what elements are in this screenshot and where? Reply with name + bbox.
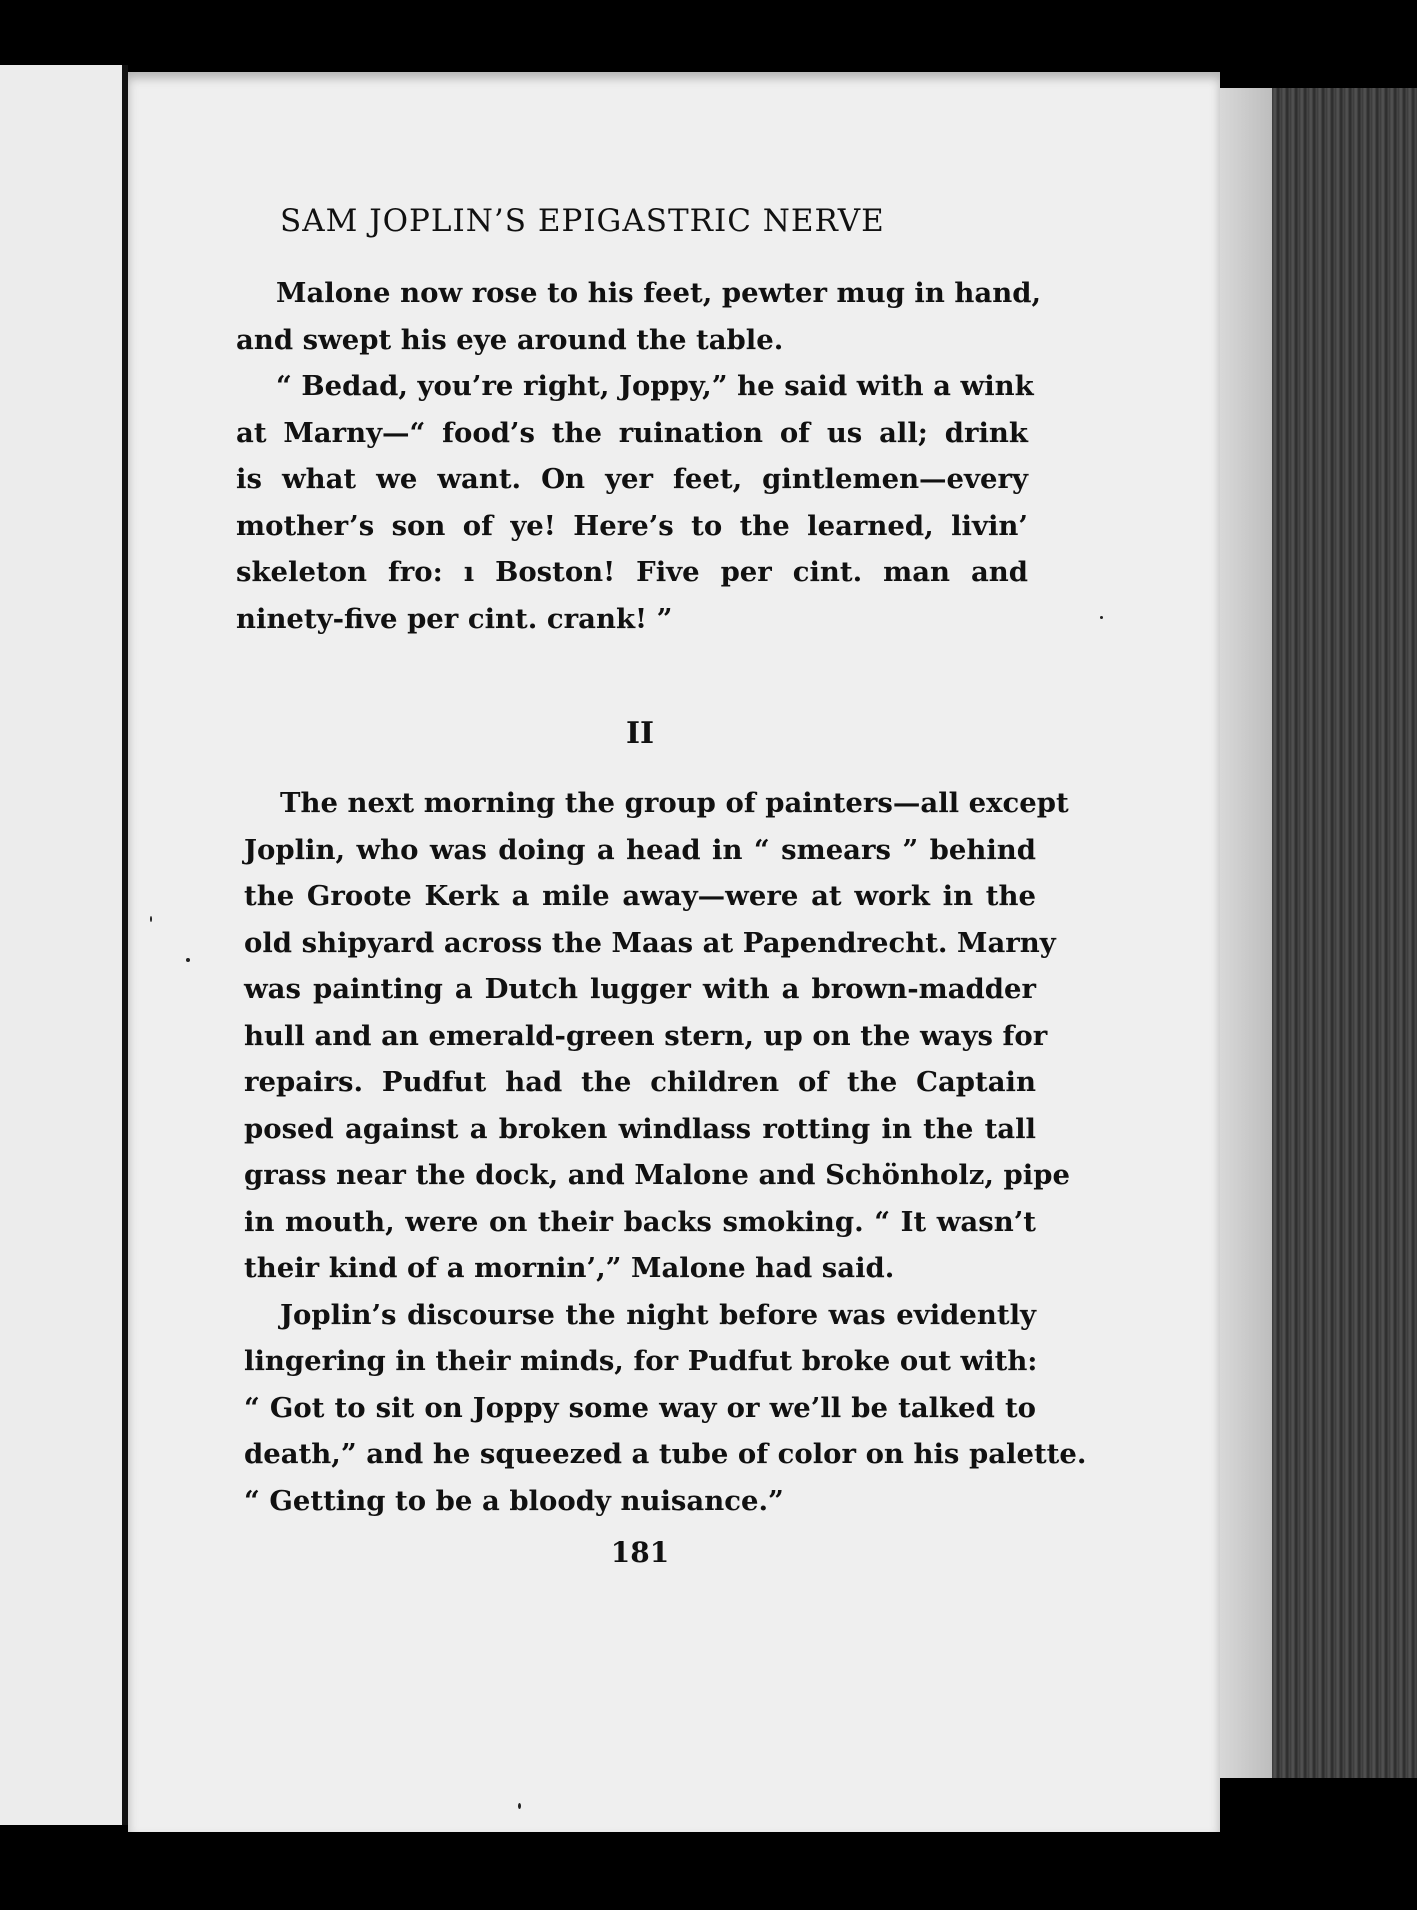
text-line: “ Getting to be a bloody nuisance.” xyxy=(244,1484,784,1517)
text-line: their kind of a mornin’,” Malone had said. xyxy=(244,1252,895,1284)
text-block-top xyxy=(236,270,1042,642)
text-line: repairs. Pudfut had the children of the Captain xyxy=(244,1066,1036,1098)
book-cover-edge xyxy=(1272,88,1417,1778)
text-line: and swept his eye around the table. xyxy=(236,323,784,356)
text-line: death,” and he squeezed a tube of color on his palette. xyxy=(244,1438,1087,1470)
scan-speck xyxy=(1100,616,1103,619)
text-line: Joplin, who was doing a head in “ smears ” behind xyxy=(244,833,1036,866)
text-line: is what we want. On yer feet, gintlemen—every xyxy=(236,463,1028,495)
page-stack-edge xyxy=(1220,88,1272,1778)
text-line: Joplin’s discourse the night before was evidently xyxy=(280,1298,1036,1331)
text-line: skeleton fro: ı Boston! Five per cint. man and xyxy=(236,556,1028,588)
text-line: hull and an emerald-green stern, up on the ways for xyxy=(244,1019,1048,1052)
text-line: lingering in their minds, for Pudfut broke out with: xyxy=(244,1345,1038,1377)
section-number: II xyxy=(625,716,655,751)
text-line: The next morning the group of painters—all except xyxy=(280,787,1069,819)
text-line: at Marny—“ food’s the ruination of us all; drink xyxy=(236,416,1028,449)
text-line: “ Got to sit on Joppy some way or we’ll be talked to xyxy=(244,1391,1036,1424)
scan-speck xyxy=(518,1803,521,1809)
text-line: was painting a Dutch lugger with a brown-madder xyxy=(244,973,1036,1005)
scan-speck xyxy=(150,916,152,922)
text-line: posed against a broken windlass rotting in the tall xyxy=(244,1112,1036,1145)
text-block-bottom xyxy=(244,780,1087,1524)
scan-speck xyxy=(186,958,190,962)
text-line: Malone now rose to his feet, pewter mug in hand, xyxy=(276,277,1042,309)
text-line: ninety-five per cint. crank! ” xyxy=(236,602,673,635)
text-line: old shipyard across the Maas at Papendrecht. Marny xyxy=(244,926,1056,959)
text-line: mother’s son of ye! Here’s to the learned, livin’ xyxy=(236,509,1028,542)
running-head: SAM JOPLIN’S EPIGASTRIC NERVE xyxy=(280,203,885,239)
facing-page-edge xyxy=(0,65,128,1825)
text-line: “ Bedad, you’re right, Joppy,” he said with a wink xyxy=(276,370,1034,402)
text-line: the Groote Kerk a mile away—were at work in the xyxy=(244,880,1036,912)
text-line: in mouth, were on their backs smoking. “ It wasn’t xyxy=(244,1205,1036,1238)
page-number: 181 xyxy=(610,1536,670,1569)
text-line: grass near the dock, and Malone and Schönholz, pipe xyxy=(244,1159,1070,1191)
